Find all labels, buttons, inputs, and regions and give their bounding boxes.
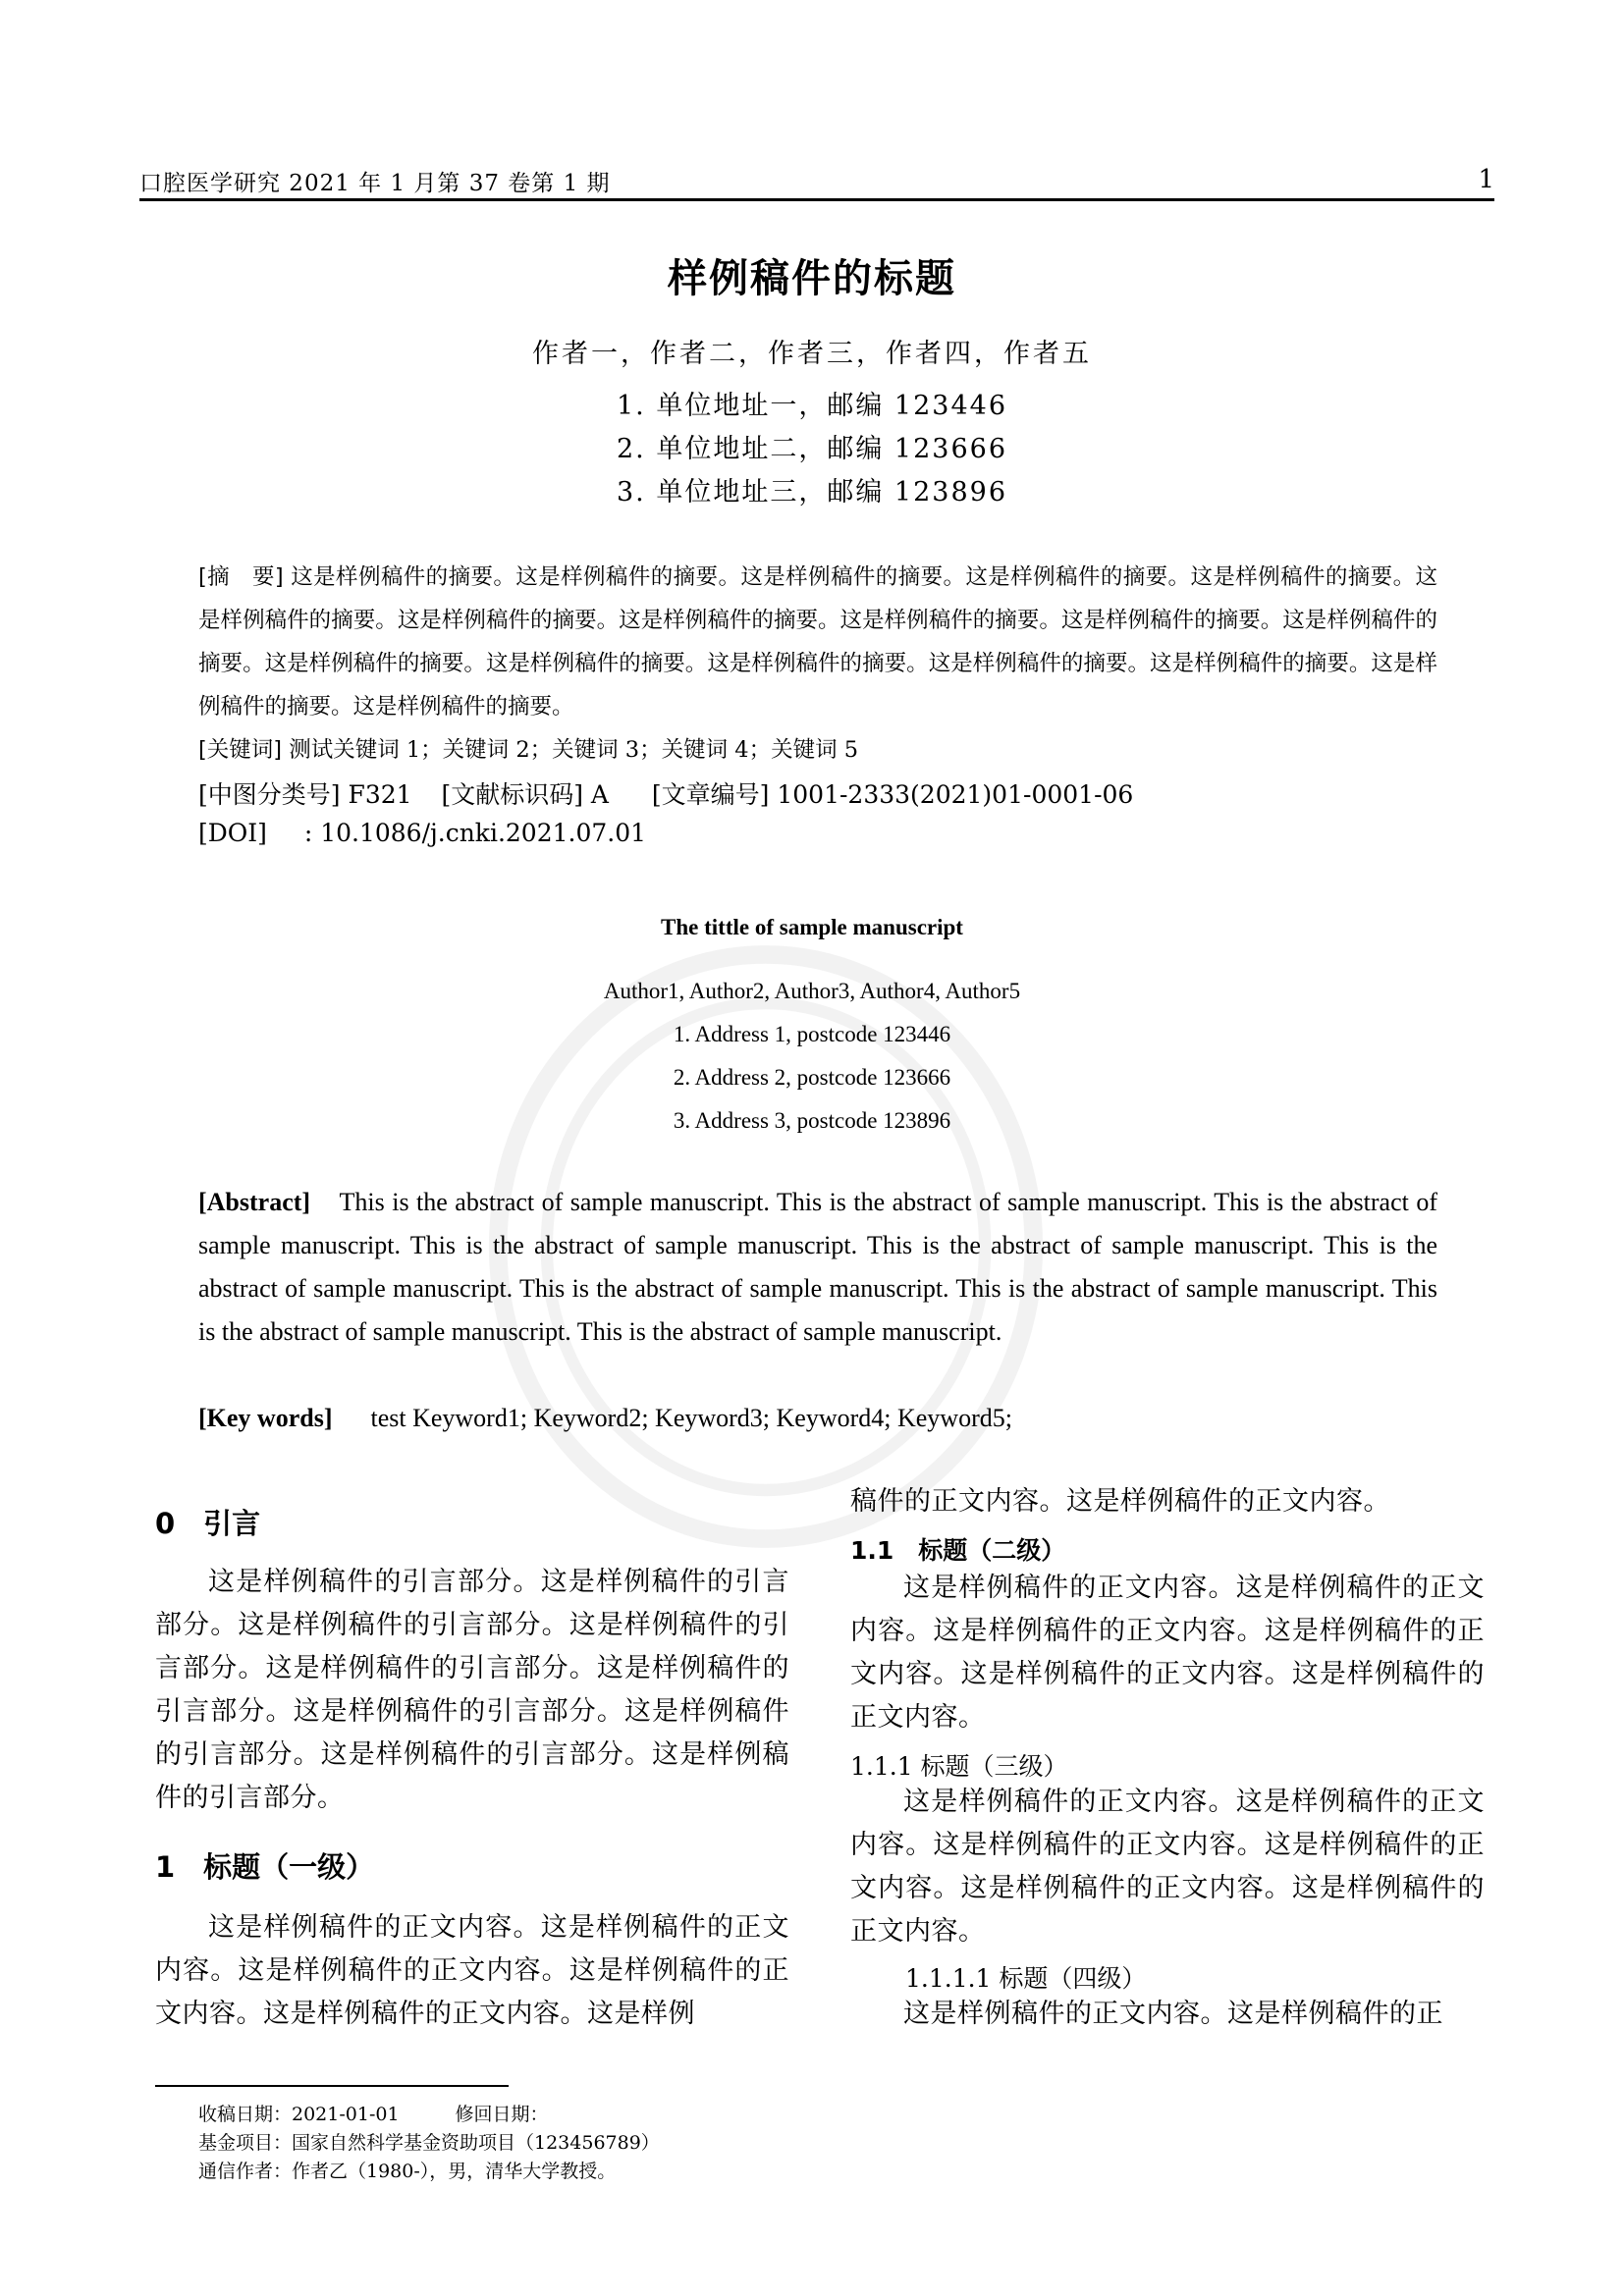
english-title: The tittle of sample manuscript (661, 915, 963, 939)
section-heading: 1 标题（一级） (155, 1850, 375, 1884)
abstract-label: [摘 要] (198, 564, 284, 590)
doi-line (198, 819, 646, 847)
chinese-keywords (198, 728, 1437, 772)
paper-title: 样例稿件的标题 (668, 256, 956, 301)
english-abstract (198, 1181, 1437, 1354)
english-address: 1. Address 1, postcode 123446 (673, 1022, 951, 1046)
footnote-rule (155, 2085, 509, 2087)
fund-info: 基金项目：国家自然科学基金资助项目（123456789） (198, 2132, 660, 2154)
section-paragraph: 这是样例稿件的引言部分。这是样例稿件的引言部分。这是样例稿件的引言部分。这是样例稿件的引言部分。这是样例稿件的引言部分。这是样例稿件的引言部分。这是样例稿件的引言部分。这是样例稿件的引言部分。这是样例稿件的引言部分。这是样例稿件的引言部分。 (155, 1567, 789, 1813)
correspondence-author: 通信作者：作者乙（1980-），男，清华大学教授。 (198, 2161, 617, 2182)
keywords-label: [关键词] (198, 737, 283, 763)
paragraph-heading: 1.1.1.1 标题（四级） (905, 1964, 1147, 1993)
affiliation-item: 2. 单位地址二，邮编 123666 (617, 434, 1007, 464)
subsection-heading: 1.1 标题（二级） (850, 1536, 1066, 1565)
section-paragraph: 这是样例稿件的正文内容。这是样例稿件的正文内容。这是样例稿件的正文内容。这是样例稿件的正文内容。这是样例稿件的正文内容。这是样例稿件的正文内容。 (850, 1573, 1485, 1733)
journal-header: 口腔医学研究 2021 年 1 月第 37 卷第 1 期 (139, 171, 611, 196)
english-authors: Author1, Author2, Author3, Author4, Author5 (603, 979, 1021, 1003)
doi-value: : 10.1086/j.cnki.2021.07.01 (303, 819, 647, 847)
received-date: 收稿日期：2021-01-01 修回日期： (198, 2104, 549, 2125)
affiliation-item: 1. 单位地址一，邮编 123446 (617, 391, 1007, 421)
section-paragraph: 这是样例稿件的正文内容。这是样例稿件的正文内容。这是样例稿件的正文内容。这是样例稿件的正文内容。这是样例稿件的正文内容。这是样例 (155, 1912, 789, 2029)
clc-value: F321 (348, 780, 412, 809)
section-paragraph: 这是样例稿件的正文内容。这是样例稿件的正 (903, 1999, 1443, 2029)
clc-label: [中图分类号] (198, 780, 341, 809)
doi-label: [DOI] (198, 819, 267, 847)
section-paragraph: 这是样例稿件的正文内容。这是样例稿件的正文内容。这是样例稿件的正文内容。这是样例稿件的正文内容。这是样例稿件的正文内容。这是样例稿件的正文内容。 (850, 1787, 1485, 1947)
section-heading: 0 引言 (155, 1507, 261, 1540)
english-keywords-label: [Key words] (198, 1404, 333, 1432)
subsubsection-heading: 1.1.1 标题（三级） (850, 1752, 1068, 1781)
affiliation-item: 3. 单位地址三，邮编 123896 (617, 477, 1007, 507)
article-no-value: 1001-2333(2021)01-0001-06 (777, 780, 1134, 809)
english-address: 2. Address 2, postcode 123666 (673, 1065, 951, 1090)
section-paragraph-continued: 稿件的正文内容。这是样例稿件的正文内容。 (850, 1486, 1390, 1517)
english-author-block (0, 970, 1624, 1143)
abstract-text: 这是样例稿件的摘要。这是样例稿件的摘要。这是样例稿件的摘要。这是样例稿件的摘要。这是样例稿件的摘要。这是样例稿件的摘要。这是样例稿件的摘要。这是样例稿件的摘要。这是样例稿件的摘要。这是样例稿件的摘要。这是样例稿件的摘要。这是样例稿件的摘要。这是样例稿件的摘要。这是样例稿件的摘要。这是样例稿件的摘要。这是样例稿件的摘要。这是样例稿件的摘要。这是样例稿件的摘要。 (198, 564, 1437, 720)
english-address: 3. Address 3, postcode 123896 (673, 1108, 951, 1133)
affiliation-list (0, 385, 1624, 514)
header-rule (139, 198, 1494, 201)
page-number: 1 (1478, 165, 1494, 194)
footnotes (198, 2101, 660, 2186)
article-no-label: [文章编号] (651, 780, 770, 809)
doc-code-value: A (590, 780, 609, 809)
keywords-text: 测试关键词 1；关键词 2；关键词 3；关键词 4；关键词 5 (289, 737, 859, 763)
classification-line (198, 775, 1133, 811)
author-list: 作者一，作者二，作者三，作者四，作者五 (532, 339, 1092, 369)
english-keywords-text: test Keyword1; Keyword2; Keyword3; Keyword4; Keyword5; (370, 1404, 1012, 1432)
english-abstract-text: This is the abstract of sample manuscript. This is the abstract of sample manuscript. This is the abstract of sample manuscript. This is the abstract of sample manuscript. This is the abstract of sample manuscript. This is the abstract of sample manuscript. This is the abstract of sample manuscript. This is the abstract of sample manuscript. This is the abstract of sample manuscript. This is the abstract of sample manuscript. (198, 1188, 1437, 1346)
chinese-abstract (198, 556, 1437, 728)
english-abstract-label: [Abstract] (198, 1188, 311, 1216)
doc-code-label: [文献标识码] (441, 780, 583, 809)
english-keywords (198, 1397, 1437, 1440)
